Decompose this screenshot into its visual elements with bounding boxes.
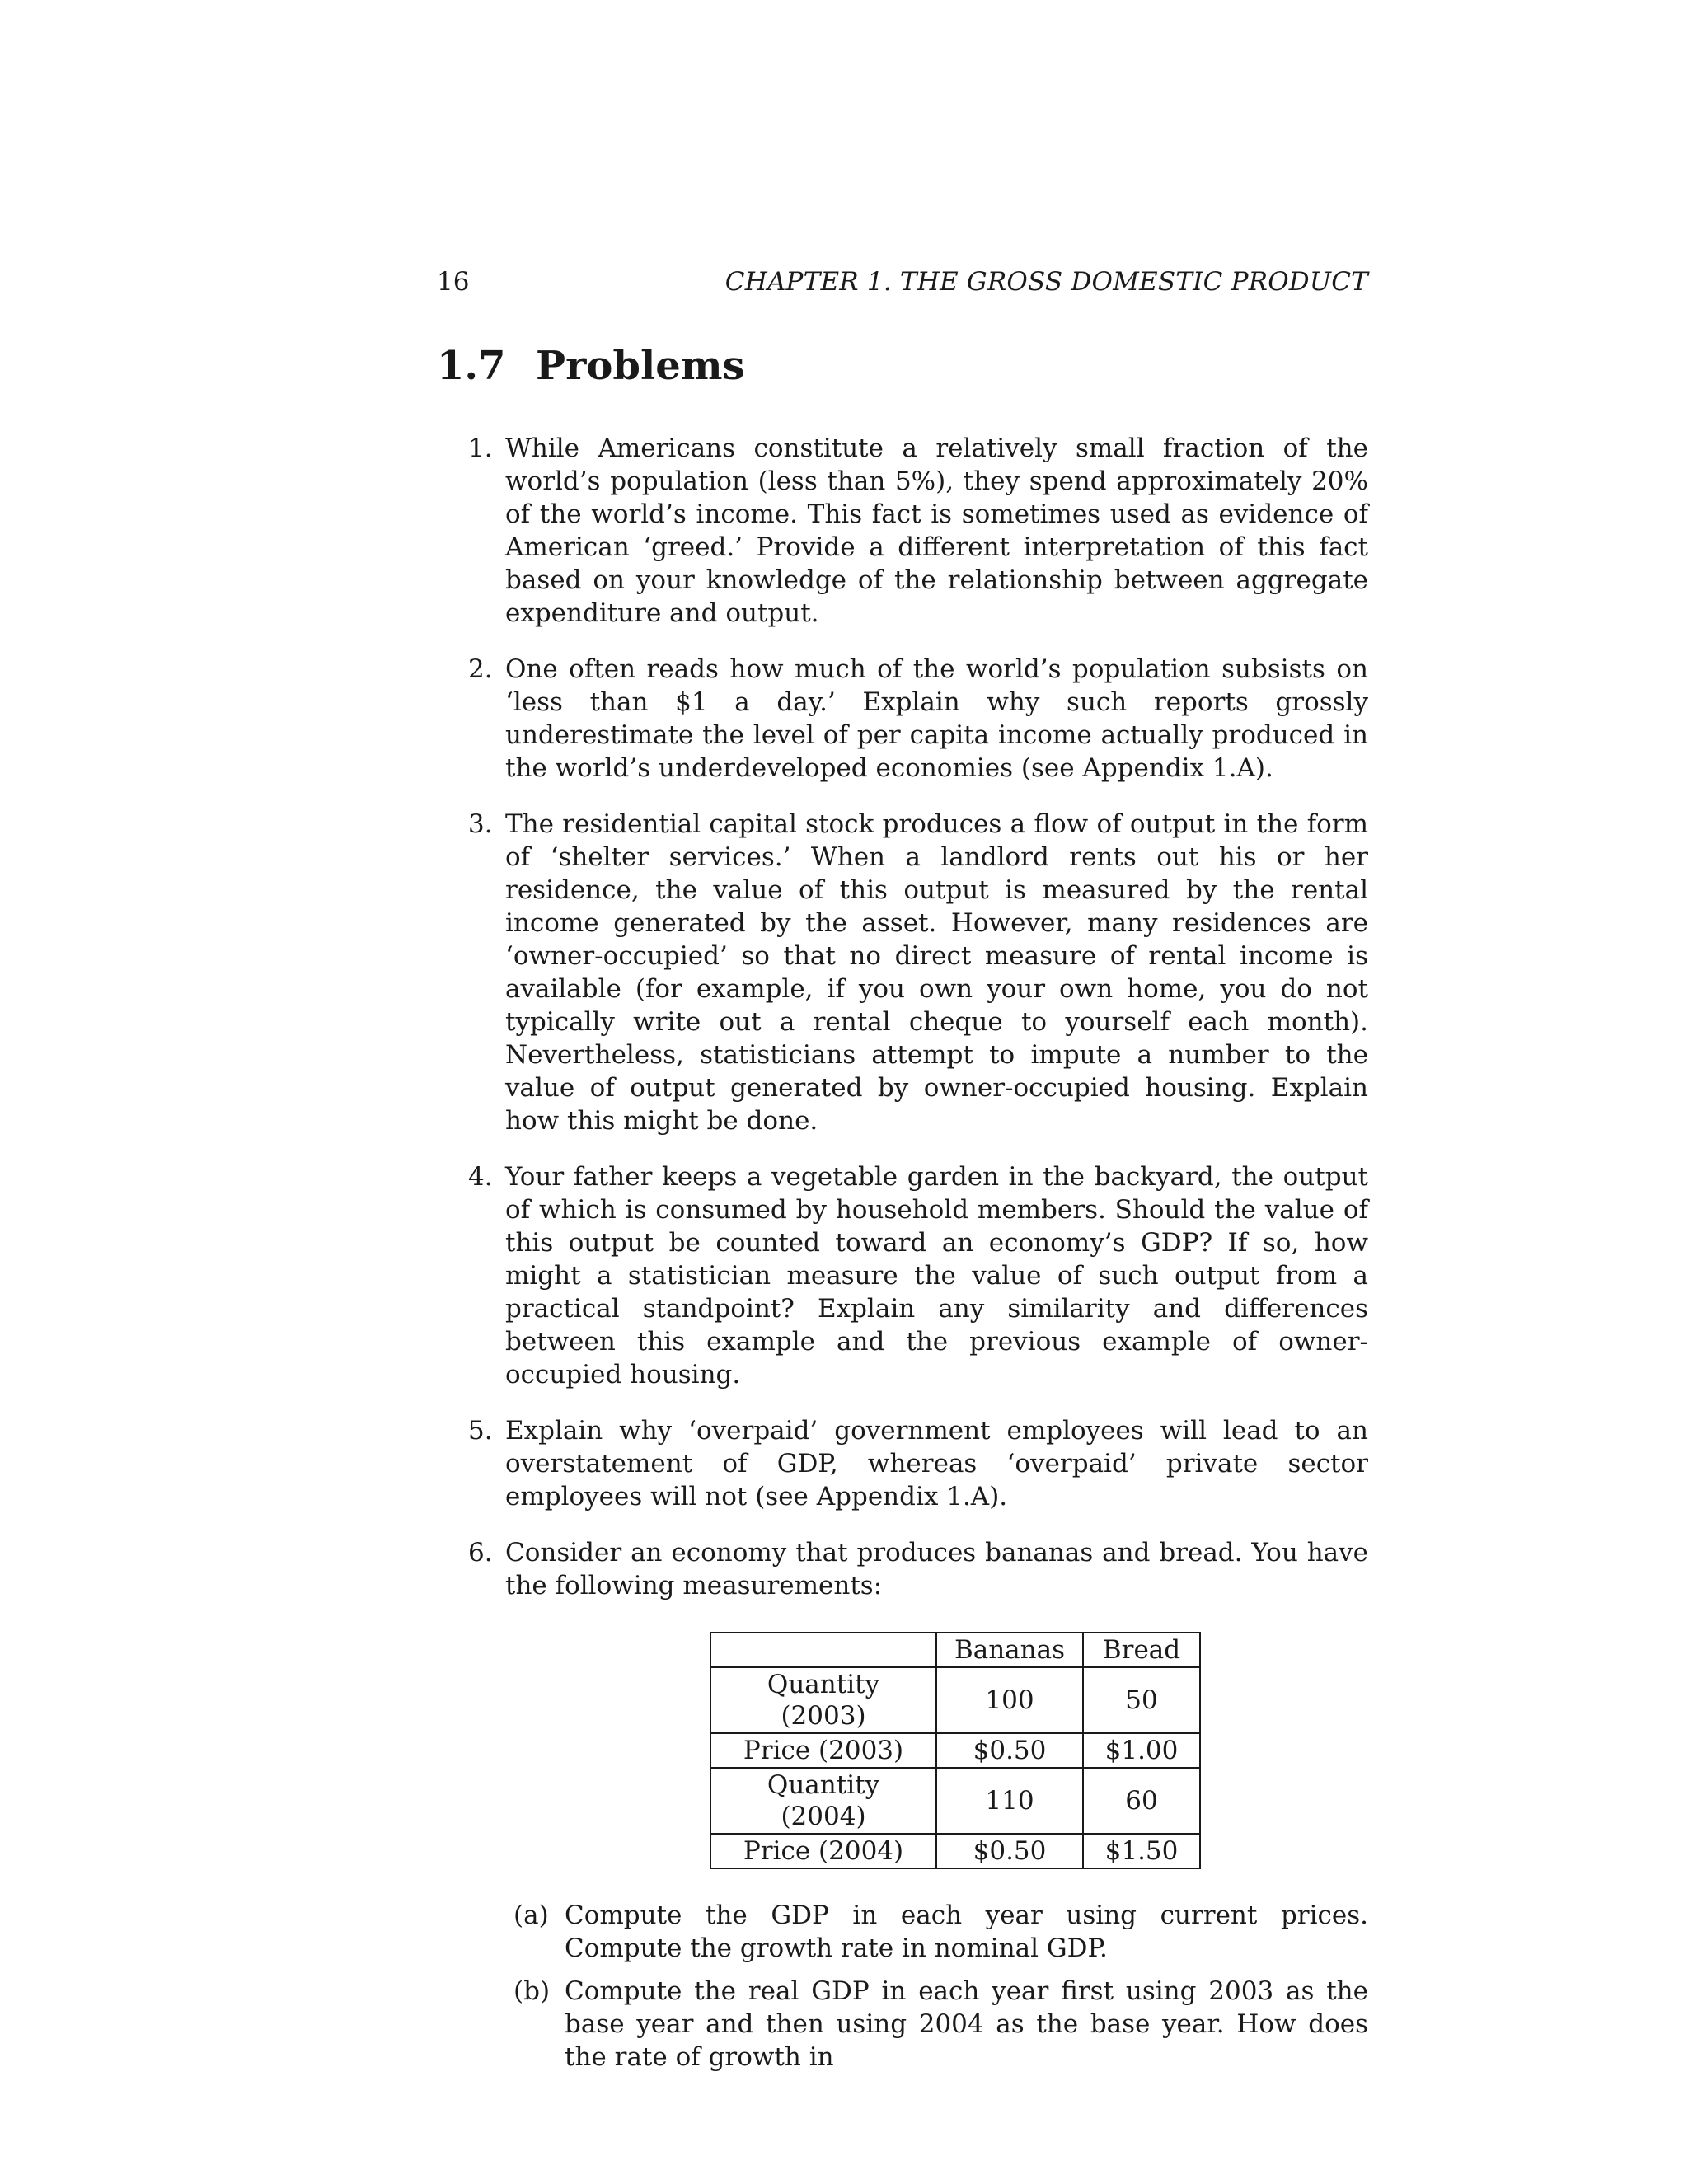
table-cell: $0.50 xyxy=(936,1733,1083,1768)
subpart-a xyxy=(505,1899,1368,1965)
problem-text: One often reads how much of the world’s population subsists on ‘less than $1 a day.’ Explain why such reports grossly underestimate the level of per capita income actually produced in the world’s underdeveloped economies (see Appendix 1.A). xyxy=(505,654,1368,783)
problem-number: 4. xyxy=(468,1162,493,1192)
subpart-label: (b) xyxy=(513,1976,551,2006)
section-title: Problems xyxy=(536,343,745,389)
table-header-row xyxy=(710,1633,1200,1667)
problem-1 xyxy=(437,432,1368,630)
problem-4 xyxy=(437,1160,1368,1391)
table-row xyxy=(710,1733,1200,1768)
table-row-label: Quantity (2003) xyxy=(710,1667,936,1733)
measurements-table xyxy=(710,1632,1201,1869)
table-cell: $0.50 xyxy=(936,1834,1083,1868)
problem-text: Consider an economy that produces bananas and bread. You have the following measurements: xyxy=(505,1538,1368,1601)
section-number: 1.7 xyxy=(437,343,506,389)
page xyxy=(437,264,1368,2097)
problem-number: 6. xyxy=(468,1538,493,1568)
problem-text: While Americans constitute a relatively small fraction of the world’s population (less than 5%), they spend approximately 20% of the world’s income. This fact is sometimes used as evidence of American ‘greed.’ Provide a different interpretation of this fact based on your knowledge of the relationship between aggregate expenditure and output. xyxy=(505,434,1368,628)
table-cell: 60 xyxy=(1083,1768,1200,1834)
problems-list xyxy=(437,432,1368,2074)
section-heading xyxy=(437,341,1368,391)
table-row-label: Price (2004) xyxy=(710,1834,936,1868)
subpart-text: Compute the GDP in each year using current prices. Compute the growth rate in nominal GDP. xyxy=(565,1900,1368,1963)
subpart-text: Compute the real GDP in each year first using 2003 as the base year and then using 2004 as the base year. How does the rate of growth in xyxy=(565,1976,1368,2072)
running-head xyxy=(437,264,1368,300)
table-row xyxy=(710,1834,1200,1868)
subpart-b xyxy=(505,1975,1368,2074)
table-cell: 50 xyxy=(1083,1667,1200,1733)
problem-number: 1. xyxy=(468,434,493,463)
table-cell: $1.00 xyxy=(1083,1733,1200,1768)
page-number: 16 xyxy=(437,267,470,297)
problem-text: Your father keeps a vegetable garden in the backyard, the output of which is consumed by household members. Should the value of this output be counted toward an economy’s GDP? If so, how might a statistician measure the value of such output from a practical standpoint? Explain any similarity and differences between this example and the previous example of owner-occupied housing. xyxy=(505,1162,1368,1390)
table-row-label: Price (2003) xyxy=(710,1733,936,1768)
chapter-title: CHAPTER 1. THE GROSS DOMESTIC PRODUCT xyxy=(724,267,1368,297)
problem-text: The residential capital stock produces a flow of output in the form of ‘shelter services.’ When a landlord rents out his or her residence, the value of this output is measured by the rental income generated by the asset. However, many residences are ‘owner-occupied’ so that no direct measure of rental income is available (for example, if you own your own home, you do not typically write out a rental cheque to yourself each month). Nevertheless, statisticians attempt to impute a number to the value of output generated by owner-occupied housing. Explain how this might be done. xyxy=(505,809,1368,1136)
table-row xyxy=(710,1768,1200,1834)
problem-number: 5. xyxy=(468,1416,493,1446)
table-cell: 100 xyxy=(936,1667,1083,1733)
problem-5 xyxy=(437,1414,1368,1513)
problem-3 xyxy=(437,808,1368,1137)
table-cell: $1.50 xyxy=(1083,1834,1200,1868)
problem-2 xyxy=(437,653,1368,785)
problem-number: 3. xyxy=(468,809,493,839)
table-corner-cell xyxy=(710,1633,936,1667)
table-cell: 110 xyxy=(936,1768,1083,1834)
subpart-label: (a) xyxy=(513,1900,549,1930)
table-row xyxy=(710,1667,1200,1733)
problem-text: Explain why ‘overpaid’ government employees will lead to an overstatement of GDP, whereas ‘overpaid’ private sector employees will not (see Appendix 1.A). xyxy=(505,1416,1368,1511)
table-header-bananas: Bananas xyxy=(936,1633,1083,1667)
problem-6 xyxy=(437,1536,1368,2074)
table-header-bread: Bread xyxy=(1083,1633,1200,1667)
table-row-label: Quantity (2004) xyxy=(710,1768,936,1834)
problem-number: 2. xyxy=(468,654,493,684)
subparts-list xyxy=(505,1899,1368,2074)
